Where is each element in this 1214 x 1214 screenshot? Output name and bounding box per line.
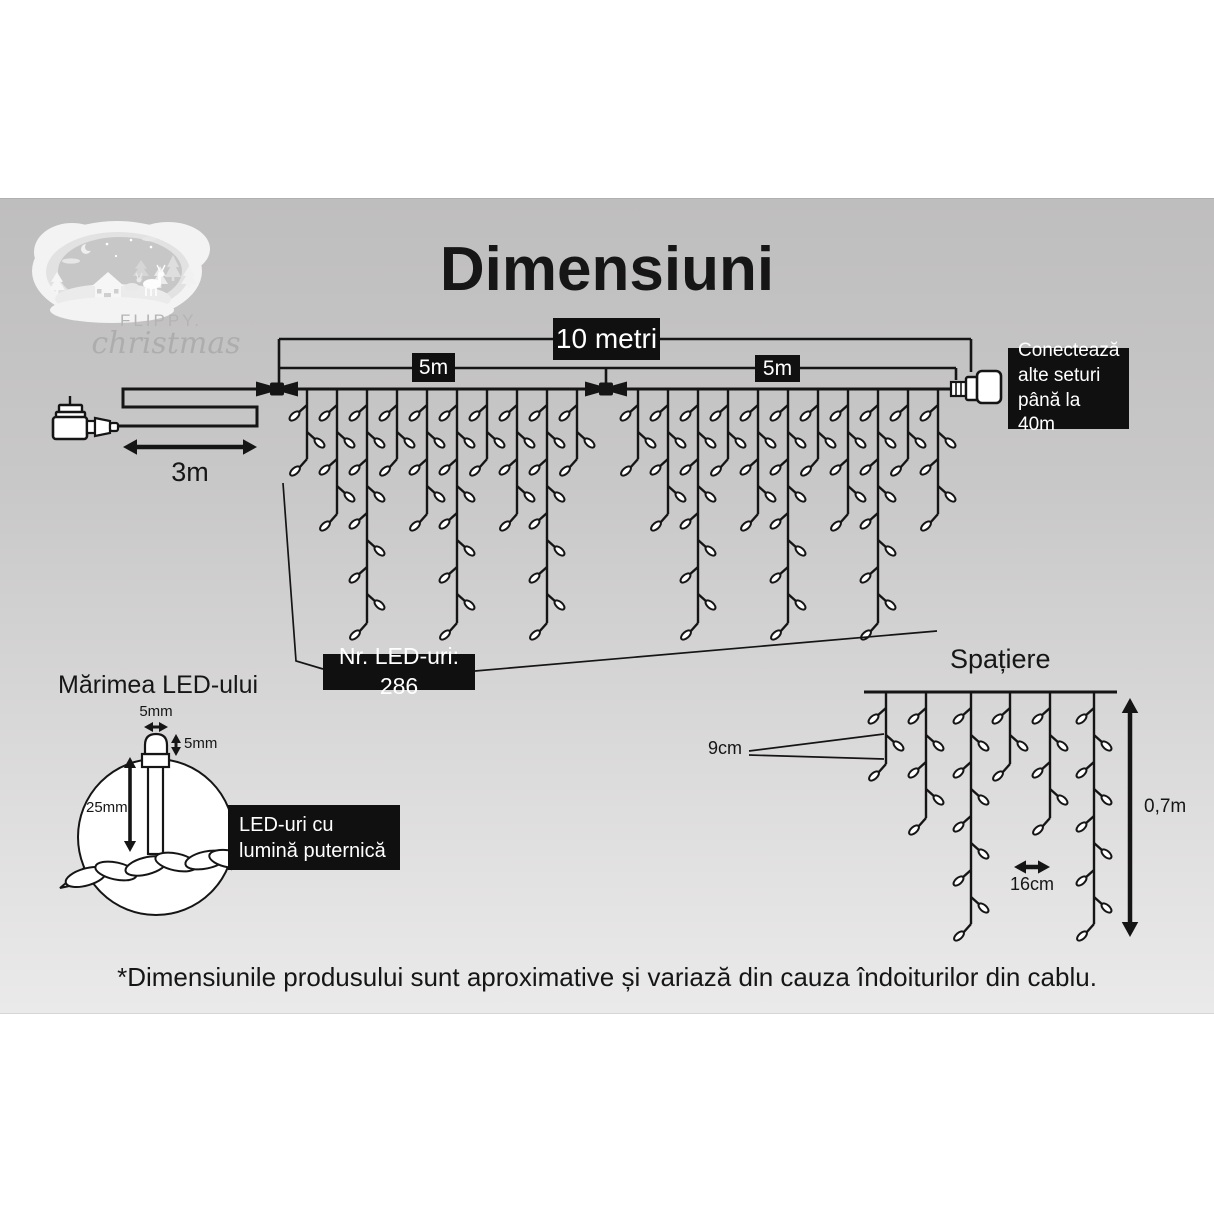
led-bulb	[373, 491, 386, 504]
led-bulb	[463, 545, 476, 558]
icicle-drop	[318, 389, 356, 532]
led-bulb	[1075, 713, 1088, 726]
lead-length-label: 3m	[171, 457, 209, 487]
led-bulb	[318, 464, 331, 477]
led-bulb	[764, 491, 777, 504]
icicle-drop	[952, 692, 990, 942]
led-bulb	[408, 520, 421, 533]
icicle-drop	[378, 389, 416, 477]
spacing-diagram	[749, 692, 1138, 942]
led-gap-label: 9cm	[708, 738, 743, 758]
led-bulb	[914, 437, 927, 450]
icicle-drop	[867, 692, 905, 782]
cable-connector-joint-icon	[585, 382, 627, 397]
page-title: Dimensiuni	[439, 235, 775, 304]
led-bulb	[1100, 740, 1113, 753]
icicle-drop	[558, 389, 596, 477]
led-bulb	[343, 491, 356, 504]
lead-wire	[118, 389, 258, 426]
icicle-drop	[408, 389, 446, 532]
led-bulb	[348, 464, 361, 477]
led-bulb	[403, 437, 416, 450]
led-bulb	[679, 410, 692, 423]
led-bulb	[824, 437, 837, 450]
icicle-drop	[528, 389, 566, 641]
half-length-badge-left: 5m	[412, 353, 455, 382]
icicle-drop	[679, 389, 717, 641]
led-bulb	[433, 491, 446, 504]
led-bulb	[558, 410, 571, 423]
led-bulb	[463, 491, 476, 504]
led-bulb	[348, 518, 361, 531]
icicle-drop	[348, 389, 386, 641]
led-bulb	[433, 437, 446, 450]
led-bulb	[829, 520, 842, 533]
led-bulb	[619, 465, 632, 478]
led-bulb	[313, 437, 326, 450]
led-bulb	[704, 437, 717, 450]
led-bulb	[952, 767, 965, 780]
led-bulb	[769, 629, 782, 642]
icicle-drop	[438, 389, 476, 641]
led-bulb	[764, 437, 777, 450]
icicle-drop	[498, 389, 536, 532]
led-bulb	[644, 437, 657, 450]
led-bulb	[704, 491, 717, 504]
led-bulb	[553, 599, 566, 612]
led-bulb	[794, 437, 807, 450]
led-bulb	[649, 464, 662, 477]
led-bulb	[867, 770, 880, 783]
led-bulb	[1100, 902, 1113, 915]
led-bulb	[991, 713, 1004, 726]
led-bulb	[1031, 767, 1044, 780]
connect-sets-note-badge: Conectează alte seturi până la 40m	[1008, 348, 1129, 429]
led-bulb	[528, 572, 541, 585]
led-bulb	[1100, 848, 1113, 861]
icicle-drop	[1031, 692, 1069, 836]
led-bulb	[799, 410, 812, 423]
icicle-drop	[709, 389, 747, 477]
led-bulb	[799, 465, 812, 478]
drop-height-label: 0,7m	[1144, 796, 1187, 817]
led-bulb	[977, 794, 990, 807]
lead-length-arrow-3m	[123, 439, 257, 454]
end-connector-icon	[951, 371, 1001, 403]
led-bulb	[378, 410, 391, 423]
led-width-label: 5mm	[139, 703, 173, 720]
led-bulb	[438, 410, 451, 423]
led-bulb	[854, 437, 867, 450]
led-bulb	[528, 464, 541, 477]
led-bulb	[889, 465, 902, 478]
led-bulb	[408, 410, 421, 423]
pointer-line	[118, 389, 258, 426]
brand-script-text: christmas	[91, 326, 241, 361]
brand-name-text: FLIPPY.	[119, 311, 203, 330]
led-bulb	[674, 491, 687, 504]
led-bulb	[553, 491, 566, 504]
led-bulb	[952, 875, 965, 888]
led-bulb	[408, 464, 421, 477]
led-bulb	[859, 572, 872, 585]
led-bulb	[348, 629, 361, 642]
icicle-drop	[829, 389, 867, 532]
led-bulb	[528, 518, 541, 531]
icicle-drop	[468, 389, 506, 477]
led-bulb	[859, 464, 872, 477]
led-bulb	[769, 410, 782, 423]
led-height-label: 5mm	[184, 735, 218, 752]
led-bulb	[1075, 767, 1088, 780]
led-bulb	[438, 629, 451, 642]
led-bulb	[438, 572, 451, 585]
led-bulb	[583, 437, 596, 450]
led-bulb	[919, 520, 932, 533]
drop-gap-label: 16cm	[1009, 874, 1054, 894]
half-length-measure-line	[279, 368, 956, 384]
led-bulb	[553, 437, 566, 450]
icicle-drop	[288, 389, 326, 477]
led-bulb	[769, 518, 782, 531]
led-bulb	[468, 410, 481, 423]
led-bulb	[884, 491, 897, 504]
led-bulb	[739, 410, 752, 423]
led-bulb	[854, 491, 867, 504]
led-bulb	[679, 629, 692, 642]
cable-connector-joint-icon	[256, 382, 298, 397]
led-bulb	[463, 437, 476, 450]
led-total-height-label: 25mm	[86, 799, 128, 816]
led-bulb	[944, 491, 957, 504]
led-bulb	[884, 599, 897, 612]
led-bulb	[919, 464, 932, 477]
led-bulb	[679, 518, 692, 531]
led-bulb	[463, 599, 476, 612]
led-bulb	[674, 437, 687, 450]
led-bulb	[438, 518, 451, 531]
led-bulb	[944, 437, 957, 450]
power-plug-icon	[53, 396, 118, 439]
led-bulb	[493, 437, 506, 450]
led-bulb	[553, 545, 566, 558]
led-bulb	[373, 437, 386, 450]
led-bulb	[867, 713, 880, 726]
led-bulb	[318, 410, 331, 423]
led-bulb	[373, 599, 386, 612]
led-bulb	[709, 410, 722, 423]
icicle-drop	[649, 389, 687, 532]
icicle-drop	[919, 389, 957, 532]
led-bulb	[523, 491, 536, 504]
led-bulb	[794, 491, 807, 504]
led-bulb	[952, 821, 965, 834]
icicle-drop	[859, 389, 897, 641]
led-bulb	[619, 410, 632, 423]
led-bulb	[438, 464, 451, 477]
led-bulb	[769, 572, 782, 585]
led-bulb	[977, 740, 990, 753]
led-bulb	[649, 410, 662, 423]
led-bulb	[884, 437, 897, 450]
icicle-drop	[799, 389, 837, 477]
pointer-line	[475, 631, 937, 671]
icicle-drop	[889, 389, 927, 477]
led-bulb	[859, 518, 872, 531]
led-bulb	[558, 465, 571, 478]
icicle-drop	[739, 389, 777, 532]
led-count-badge: Nr. LED-uri: 286	[323, 654, 475, 690]
led-bulb	[318, 520, 331, 533]
led-brightness-note-badge: LED-uri cu lumină puternică	[228, 805, 400, 870]
led-bulb	[1056, 794, 1069, 807]
led-bulb	[498, 520, 511, 533]
led-bulb	[709, 465, 722, 478]
led-bulb	[859, 629, 872, 642]
led-bulb	[907, 713, 920, 726]
led-bulb	[889, 410, 902, 423]
led-bulb	[907, 767, 920, 780]
led-bulb	[829, 464, 842, 477]
led-bulb	[679, 572, 692, 585]
main-light-string	[256, 382, 957, 642]
led-bulb	[932, 740, 945, 753]
led-bulb	[378, 465, 391, 478]
led-bulb	[859, 410, 872, 423]
led-bulb	[952, 930, 965, 943]
led-bulb	[288, 410, 301, 423]
led-bulb	[498, 410, 511, 423]
total-length-badge: 10 metri	[553, 318, 660, 360]
led-bulb	[794, 599, 807, 612]
led-bulb	[1075, 821, 1088, 834]
icicle-drop	[619, 389, 657, 477]
icicle-drop	[907, 692, 945, 836]
led-bulb	[498, 464, 511, 477]
led-bulb	[1031, 824, 1044, 837]
led-bulb	[343, 437, 356, 450]
led-bulb	[907, 824, 920, 837]
led-bulb	[373, 545, 386, 558]
led-bulb	[739, 464, 752, 477]
led-bulb	[884, 545, 897, 558]
icicle-drop	[1075, 692, 1113, 942]
led-bulb	[523, 437, 536, 450]
led-bulb	[1056, 740, 1069, 753]
half-length-badge-right: 5m	[755, 355, 800, 382]
led-bulb	[769, 464, 782, 477]
pointer-line	[749, 734, 884, 751]
led-size-detail	[60, 722, 252, 915]
led-bulb	[679, 464, 692, 477]
led-bulb	[991, 770, 1004, 783]
led-size-heading: Mărimea LED-ului	[58, 671, 259, 699]
disclaimer-footnote: *Dimensiunile produsului sunt aproximative și variază din cauza îndoiturilor din cablu.	[117, 962, 1097, 992]
led-bulb	[739, 520, 752, 533]
led-bulb	[1075, 930, 1088, 943]
led-bulb	[288, 465, 301, 478]
led-bulb	[1100, 794, 1113, 807]
led-bulb	[1031, 713, 1044, 726]
led-bulb	[468, 465, 481, 478]
led-bulb	[977, 902, 990, 915]
pointer-line	[283, 483, 323, 669]
led-bulb	[829, 410, 842, 423]
icicle-drop	[991, 692, 1029, 782]
pointer-line	[749, 755, 884, 759]
led-bulb	[977, 848, 990, 861]
led-bulb	[348, 410, 361, 423]
spacing-heading: Spațiere	[950, 644, 1051, 674]
flippy-christmas-logo-illustration	[32, 221, 210, 323]
led-bulb	[932, 794, 945, 807]
led-bulb	[704, 545, 717, 558]
led-bulb	[528, 629, 541, 642]
led-bulb	[1075, 875, 1088, 888]
led-bulb	[734, 437, 747, 450]
led-bulb	[794, 545, 807, 558]
led-bulb	[348, 572, 361, 585]
icicle-drop	[769, 389, 807, 641]
led-bulb	[649, 520, 662, 533]
led-bulb	[892, 740, 905, 753]
led-bulb	[704, 599, 717, 612]
led-bulb	[528, 410, 541, 423]
led-bulb	[952, 713, 965, 726]
led-bulb	[919, 410, 932, 423]
led-bulb	[1016, 740, 1029, 753]
